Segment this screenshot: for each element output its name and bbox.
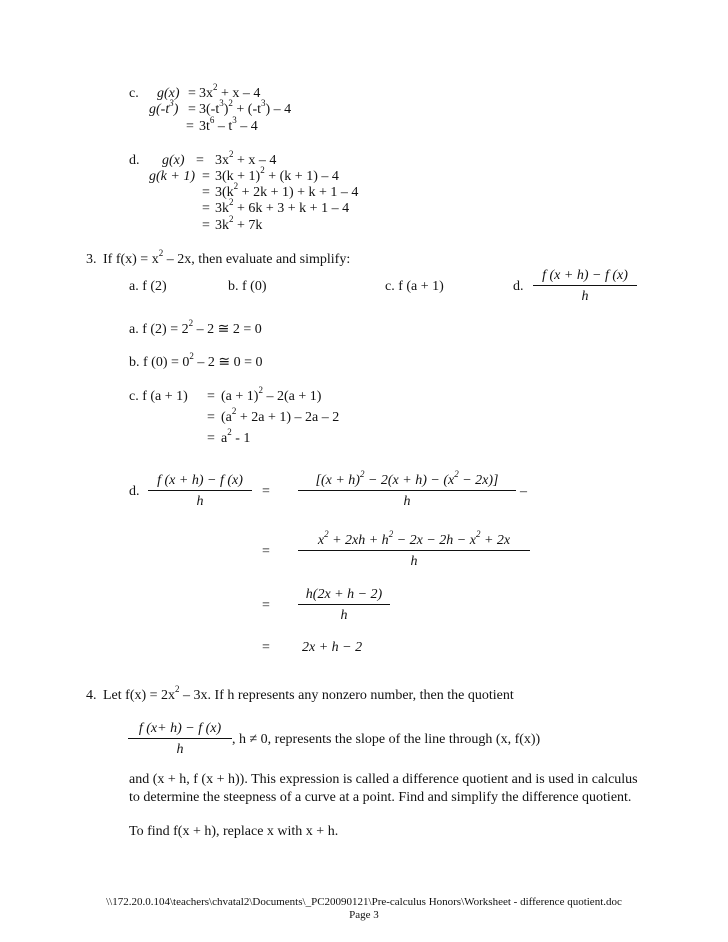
q4-paragraph-line-2: to determine the steepness of a curve at a point. Find and simplify the difference quotient.: [129, 790, 632, 805]
q3-option-d-fraction: f (x + h) − f (x) h: [533, 268, 637, 305]
part-d-l2-expr: $3(k + 1)^2 + (k + 1) - 4$: [215, 165, 339, 184]
part-d-l4-eq: =: [202, 201, 210, 216]
q4-number: 4.: [86, 688, 97, 703]
q3-c2-eq: =: [207, 410, 215, 425]
q3-d4-result: 2x + h − 2: [302, 640, 363, 655]
part-d-l5-eq: =: [202, 218, 210, 233]
part-c-l2-lhs: $g(-t^3)$: [149, 98, 179, 117]
q3-d1-fraction: $[(x + h)^2 - 2(x + h) - (x^2 - 2x)]$ h: [298, 473, 516, 510]
part-d-l1-expr: $3x^2 + x - 4$: [215, 149, 277, 168]
part-d-l2-eq: =: [202, 169, 210, 184]
q3-c1-expr: $(a + 1)^2 - 2(a + 1)$: [221, 385, 322, 404]
q4-instruction: To find f(x + h), replace x with x + h.: [129, 824, 339, 839]
part-c-label: c.: [129, 86, 139, 101]
q3-option-c: c. f (a + 1): [385, 279, 444, 294]
q3-c3-expr: $a^2 - 1$: [221, 427, 251, 446]
footer-file-path: \\172.20.0.104\teachers\chvatal2\Documents\_PC20090121\Pre-calculus Honors\Worksheet - difference quotient.doc: [106, 896, 622, 908]
q3-answer-c-label: c. f (a + 1): [129, 389, 188, 404]
part-d-l3-expr: $3(k^2 + 2k + 1) + k + 1 - 4$: [215, 181, 359, 200]
part-c-l1-eq: =: [188, 86, 196, 101]
part-d-l4-expr: $3k^2 + 6k + 3 + k + 1 - 4$: [215, 197, 350, 216]
q3-answer-d-label: d.: [129, 484, 140, 499]
q3-d3-eq: =: [262, 598, 270, 613]
part-c-l1-lhs: g(x): [157, 86, 180, 101]
q3-d4-eq: =: [262, 640, 270, 655]
part-d-l1-lhs: g(x): [162, 153, 185, 168]
q3-number: 3.: [86, 252, 97, 267]
q3-answer-b: b. f $(0) = 0^2 - 2$ ≅ 0 = 0: [129, 351, 263, 370]
q3-option-d: d.: [513, 279, 524, 294]
part-c-l3-expr: $3t^6 - t^3 - 4$: [199, 115, 258, 134]
part-d-l5-expr: $3k^2 + 7k$: [215, 214, 263, 233]
part-c-l2-eq: =: [188, 102, 196, 117]
q3-prompt: If $f(x) = x^2 - 2x$, then evaluate and simplify:: [103, 248, 351, 267]
q4-prompt: Let $f(x) = 2x^2 - 3x$. If h represents any nonzero number, then the quotient: [103, 684, 514, 703]
part-c-l2-expr: $3(-t^3)^2 + (-t^3) - 4$: [199, 98, 292, 117]
q3-d2-fraction: $x^2 + 2xh + h^2 - 2x - 2h - x^2 + 2x$ h: [298, 533, 530, 570]
q3-d1-tail: –: [520, 484, 527, 499]
q4-paragraph-line-1: and (x + h, f (x + h)). This expression is called a difference quotient and is used in calculus: [129, 772, 638, 787]
part-c-l3-eq: =: [186, 119, 194, 134]
q3-option-a: a. f (2): [129, 279, 167, 294]
part-d-l3-eq: =: [202, 185, 210, 200]
footer-page-number: Page 3: [349, 909, 379, 921]
q3-d1-eq: =: [262, 484, 270, 499]
part-d-l2-lhs: g(k + 1): [149, 169, 195, 184]
part-d-label: d.: [129, 153, 140, 168]
q4-after-fraction: , h ≠ 0, represents the slope of the line through (x, f(x)): [232, 732, 541, 747]
q3-d-lhs-fraction: f (x + h) − f (x) h: [148, 473, 252, 510]
q3-c1-eq: =: [207, 389, 215, 404]
part-d-l1-eq: =: [196, 153, 204, 168]
part-c-l1-expr: $3x^2 + x - 4$: [199, 82, 261, 101]
q3-answer-a: a. f $(2) = 2^2 - 2$ ≅ 2 = 0: [129, 318, 262, 337]
q4-difference-quotient-fraction: f (x+ h) − f (x) h: [128, 721, 232, 758]
q3-c3-eq: =: [207, 431, 215, 446]
q3-d2-eq: =: [262, 544, 270, 559]
q3-c2-expr: $(a^2 + 2a + 1) - 2a - 2$: [221, 406, 340, 425]
q3-option-b: b. f (0): [228, 279, 267, 294]
q3-d3-fraction: h(2x + h − 2) h: [298, 587, 390, 624]
